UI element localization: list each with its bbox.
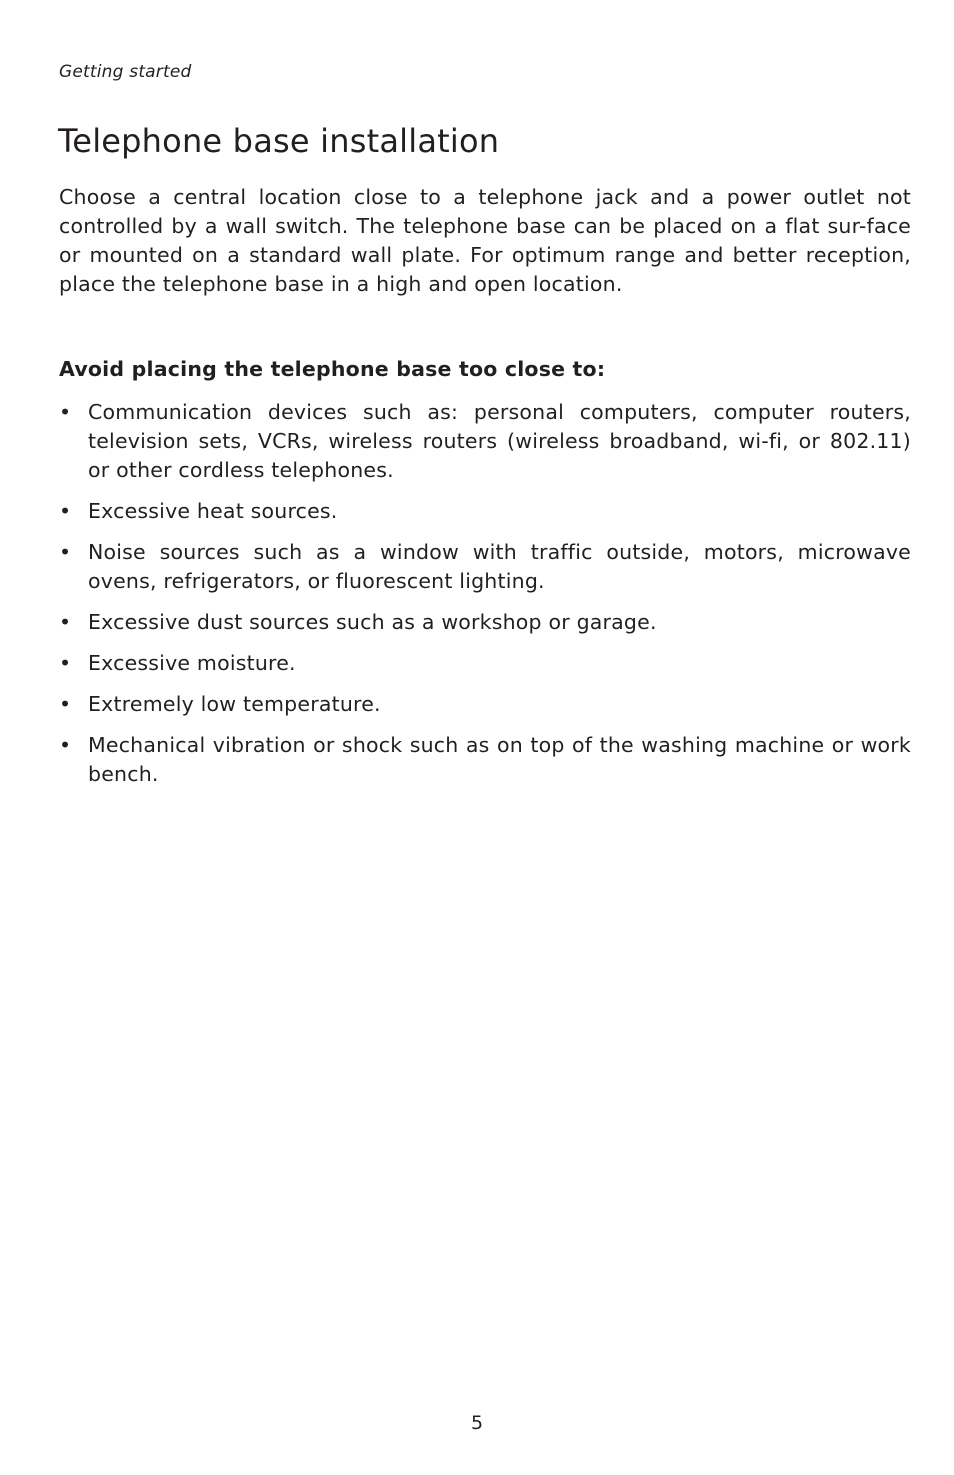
list-item	[59, 398, 911, 485]
list-item-text: Excessive heat sources.	[88, 499, 338, 523]
list-item-text: Mechanical vibration or shock such as on top of the washing machine or work bench.	[88, 733, 911, 786]
bullet-icon: •	[59, 733, 72, 757]
bullet-icon: •	[59, 651, 72, 675]
section-header: Getting started	[59, 62, 192, 82]
list-item	[59, 649, 911, 678]
list-item	[59, 608, 911, 637]
list-item-text: Noise sources such as a window with traffic outside, motors, microwave ovens, refrigerators, or fluorescent lighting.	[88, 540, 911, 593]
list-item	[59, 731, 911, 789]
page-number: 5	[470, 1412, 484, 1434]
bullet-icon: •	[59, 540, 72, 564]
list-item-text: Excessive dust sources such as a workshop or garage.	[88, 610, 657, 634]
list-item-text: Communication devices such as: personal computers, computer routers, television sets, VCRs, wireless routers (wireless broadband, wi-fi, or 802.11) or other cordless telephones.	[88, 400, 911, 482]
avoid-list	[59, 398, 911, 801]
avoid-heading: Avoid placing the telephone base too close to:	[59, 357, 606, 381]
list-item-text: Extremely low temperature.	[88, 692, 381, 716]
intro-paragraph: Choose a central location close to a telephone jack and a power outlet not controlled by a wall switch. The telephone base can be placed on a flat sur-face or mounted on a standard wall plate. For optimum range and better reception, place the telephone base in a high and open location.	[59, 185, 911, 296]
bullet-icon: •	[59, 400, 72, 424]
list-item	[59, 690, 911, 719]
bullet-icon: •	[59, 610, 72, 634]
bullet-icon: •	[59, 499, 72, 523]
page-title: Telephone base installation	[58, 122, 500, 160]
list-item	[59, 538, 911, 596]
list-item-text: Excessive moisture.	[88, 651, 296, 675]
bullet-icon: •	[59, 692, 72, 716]
list-item	[59, 497, 911, 526]
